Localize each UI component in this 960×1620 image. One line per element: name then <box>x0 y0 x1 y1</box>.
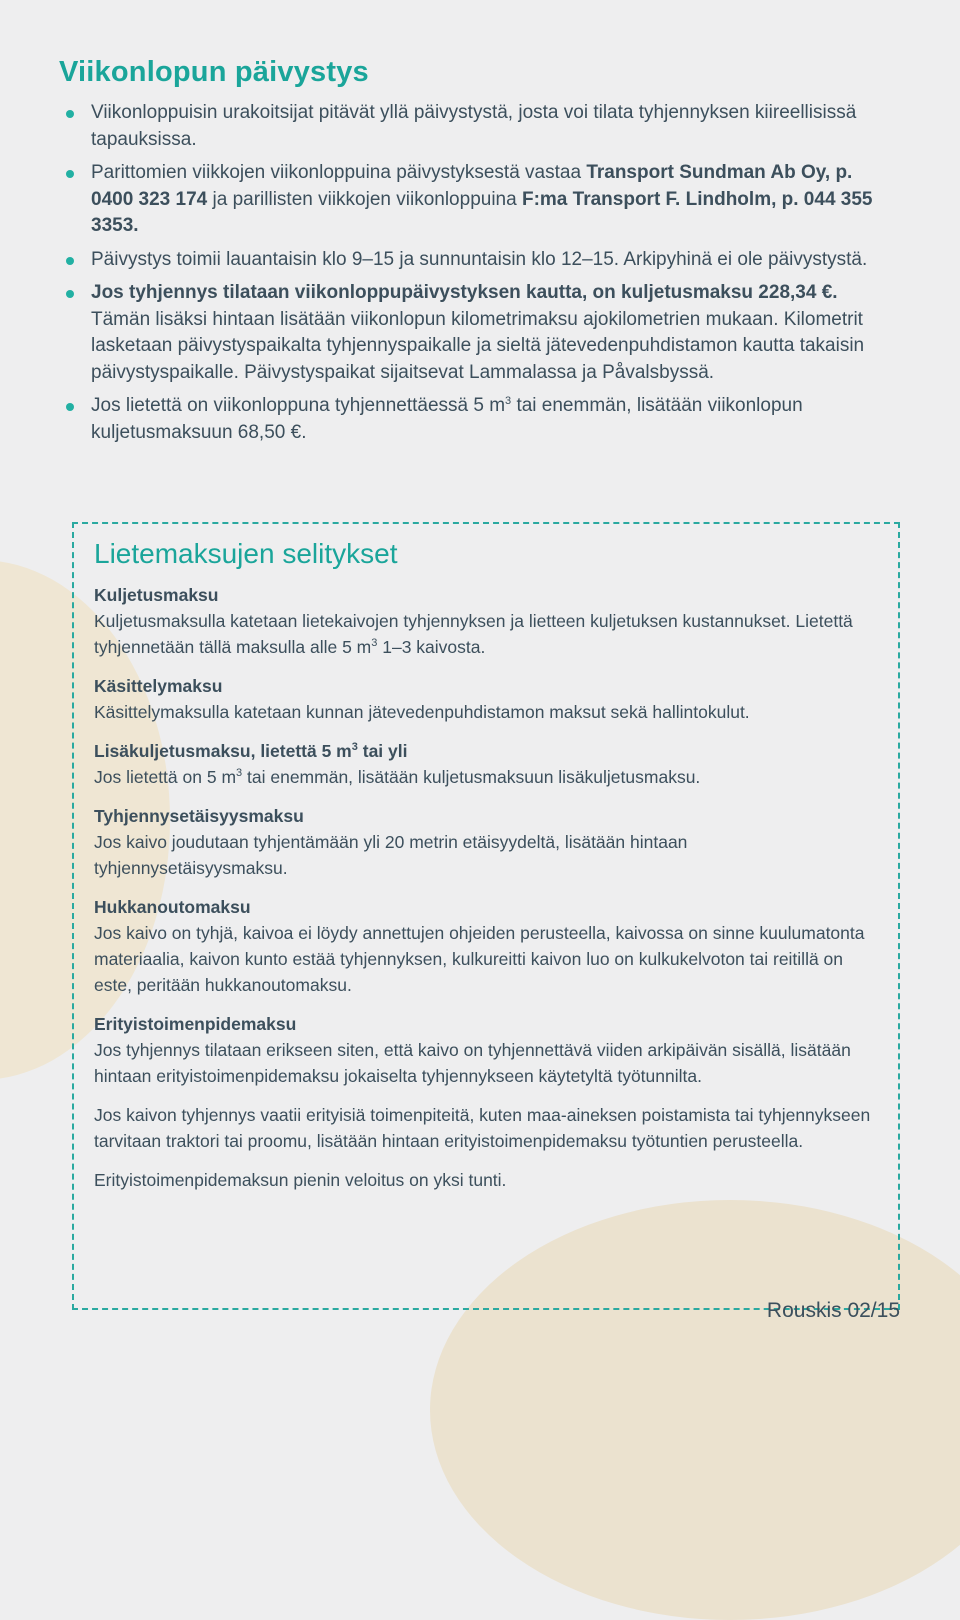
bullet-text <box>91 160 886 240</box>
weekend-fee-highlight: Jos tyhjennys tilataan viikonloppupäivystyksen kautta, on kuljetusmaksu 228,34 €. <box>91 282 838 303</box>
bullet-dot-icon <box>66 403 74 411</box>
box-title: Lietemaksujen selitykset <box>94 538 398 569</box>
bullet-text: Päivystys toimii lauantaisin klo 9–15 ja sunnuntaisin klo 12–15. Arkipyhinä ei ole päivystystä. <box>91 248 868 270</box>
list-item <box>66 100 886 153</box>
superscript: 3 <box>236 767 243 779</box>
superscript: 3 <box>371 637 378 649</box>
section-heading: Erityistoimenpidemaksu <box>94 1014 297 1034</box>
fee-section-kuljetusmaksu <box>94 582 884 660</box>
list-item <box>66 280 886 386</box>
fee-section-lisakuljetusmaksu <box>94 738 884 790</box>
paragraph: Jos kaivon tyhjennys vaatii erityisiä toimenpiteitä, kuten maa-aineksen poistamista tai tyhjennykseen tarvitaan traktori tai proomu, lisätään hintaan erityistoimenpidemaksu työtuntien perusteella. <box>94 1105 871 1151</box>
bullet-text-part: tai enemmän, lisätään viikonlopun kuljetusmaksuun 68,50 €. <box>91 395 803 443</box>
bullet-text-part: Jos lietettä on viikonloppuna tyhjennettäessä 5 m <box>91 395 506 416</box>
superscript: 3 <box>505 395 512 407</box>
bullet-dot-icon <box>66 110 74 118</box>
section-heading: Hukkanoutomaksu <box>94 897 251 917</box>
bullet-text: Viikonloppuisin urakoitsijat pitävät yllä päivystystä, josta voi tilata tyhjennyksen kiireellisissä tapauksissa. <box>91 102 857 150</box>
contact-sundman: Transport Sundman Ab Oy, p. 0400 323 174 <box>91 162 853 210</box>
section-body: Jos kaivo on tyhjä, kaivoa ei löydy annettujen ohjeiden perusteella, kaivossa on sinne kuulumatonta materiaalia, kaivon kunto estää tyhjennyksen, kulkureitti kaivon luo on kulkukelvoton tai reitillä on este, peritään hukkanoutomaksu. <box>94 923 865 995</box>
fee-section-hukkanoutomaksu <box>94 894 884 998</box>
bullet-dot-icon <box>66 290 74 298</box>
bullet-text <box>91 393 886 446</box>
section-body <box>94 764 884 790</box>
fee-sections <box>94 582 884 1206</box>
section-text-part: Kuljetusmaksulla katetaan lietekaivojen tyhjennyksen ja lietteen kuljetuksen kustannukset. Lietettä tyhjennetään tällä maksulla alle 5 m <box>94 611 853 657</box>
section-heading: Kuljetusmaksu <box>94 585 219 605</box>
section-heading: Käsittelymaksu <box>94 676 223 696</box>
section-text-part: Jos lietettä on 5 m <box>94 767 237 787</box>
fee-section-kasittelymaksu <box>94 673 884 725</box>
section-heading: Tyhjennysetäisyysmaksu <box>94 806 304 826</box>
section-heading-part: Lisäkuljetusmaksu, lietettä 5 m <box>94 741 352 761</box>
paragraph: Erityistoimenpidemaksun pienin veloitus on yksi tunti. <box>94 1170 507 1190</box>
superscript: 3 <box>351 741 358 753</box>
bullet-text-part: Parittomien viikkojen viikonloppuina päivystyksestä vastaa <box>91 162 587 183</box>
list-item <box>66 393 886 446</box>
list-item <box>66 160 886 240</box>
fee-section-erityistoimenpidemaksu <box>94 1011 884 1089</box>
list-item <box>66 247 886 274</box>
contact-lindholm: F:ma Transport F. Lindholm, p. 044 355 3353. <box>91 188 873 236</box>
page-title: Viikonlopun päivystys <box>59 56 369 88</box>
section-body <box>94 608 884 660</box>
bullet-text <box>91 280 886 386</box>
section-text-part: 1–3 kaivosta. <box>377 637 486 657</box>
bullet-list <box>66 100 886 453</box>
fee-section-tyhjennysetaisyysmaksu <box>94 803 884 881</box>
page-footer: Rouskis 02/15 <box>766 1299 900 1322</box>
section-heading <box>94 738 884 764</box>
bullet-text-part: ja parillisten viikkojen viikonloppuina <box>207 188 522 210</box>
section-body: Jos kaivo joudutaan tyhjentämään yli 20 metrin etäisyydeltä, lisätään hintaan tyhjennysetäisyysmaksu. <box>94 832 688 878</box>
bullet-dot-icon <box>66 170 74 178</box>
bullet-text-part: Tämän lisäksi hintaan lisätään viikonlopun kilometrimaksu ajokilometrien mukaan. Kilometrit lasketaan päivystyspaikalta tyhjennyspaikalle ja sieltä jätevedenpuhdistamon kautta takaisin päivystyspaikalle. Päivystyspaikat sijaitsevat Lammalassa ja Påvalsbyssä. <box>91 308 865 383</box>
section-body: Käsittelymaksulla katetaan kunnan jätevedenpuhdistamon maksut sekä hallintokulut. <box>94 702 750 722</box>
fee-explanations-box <box>72 522 900 1310</box>
section-heading-part: tai yli <box>357 741 408 761</box>
section-body: Jos tyhjennys tilataan erikseen siten, että kaivo on tyhjennettävä viiden arkipäivän sisällä, lisätään hintaan erityistoimenpidemaksu jokaiselta tyhjennykseen käytetyltä työtunnilta. <box>94 1040 851 1086</box>
section-text-part: tai enemmän, lisätään kuljetusmaksuun lisäkuljetusmaksu. <box>242 767 701 787</box>
bullet-dot-icon <box>66 257 74 265</box>
